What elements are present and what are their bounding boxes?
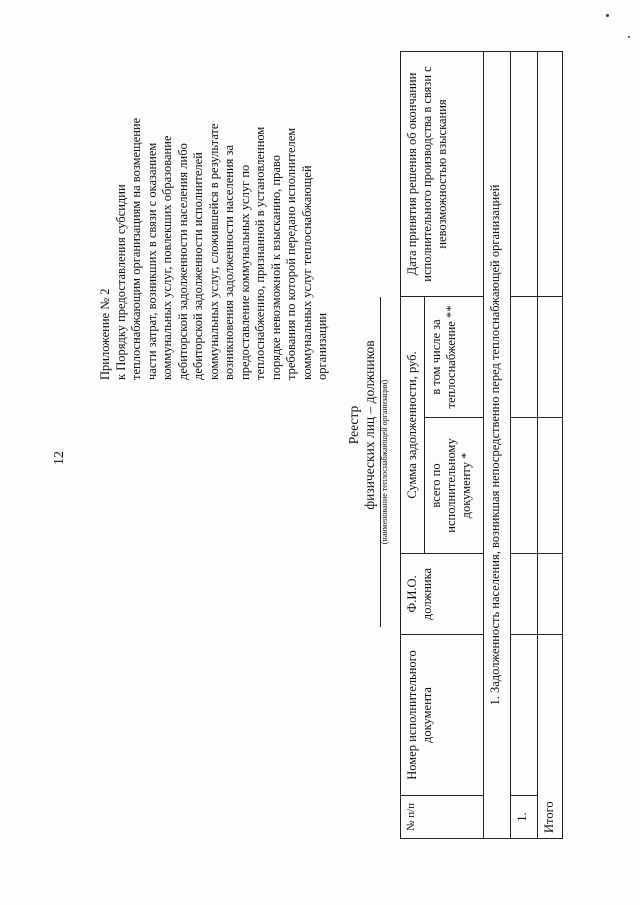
header-sum-heat: в том числе за теплоснабжение **: [425, 297, 484, 418]
total-sum-total-cell: [538, 418, 563, 554]
appendix-line: организации: [315, 312, 329, 380]
total-date-cell: [538, 52, 563, 297]
header-fio: Ф.И.О. должника: [401, 554, 484, 635]
total-sum-heat-cell: [538, 297, 563, 418]
page-number: 12: [52, 451, 67, 465]
org-name-caption: (наименование теплоснабжающей организации): [380, 379, 389, 545]
appendix-line: дебиторской задолженности исполнителей: [191, 152, 205, 380]
appendix-line: теплоснабжению, признанной в установленном: [253, 126, 267, 380]
register-heading: [346, 305, 378, 545]
scan-speck: [628, 36, 630, 38]
row-number: 1.: [511, 796, 538, 839]
header-sum: Сумма задолженности, руб.: [401, 297, 425, 554]
table-total-row: [538, 52, 563, 839]
header-sum-total: всего по исполнительному документу *: [425, 418, 484, 554]
appendix-line: возникновения задолженности населения за: [222, 145, 236, 380]
appendix-line: предоставление коммунальных услуг по: [237, 164, 252, 380]
register-title: Реестр: [346, 405, 361, 445]
header-num: № п/п: [401, 796, 484, 839]
header-doc-number: Номер исполнительного документа: [401, 635, 484, 796]
row-date-cell: [511, 52, 538, 297]
appendix-line: части затрат, возникших в связи с оказанием: [144, 142, 159, 380]
register-subtitle: физических лиц – должников: [362, 340, 377, 510]
section-title: 1. Задолженность населения, возникшая непосредственно перед теплоснабжающей организацией: [484, 52, 511, 839]
total-label: Итого: [538, 635, 563, 839]
table-header-row: [401, 52, 425, 839]
appendix-line: порядке невозможной к взысканию, право: [268, 155, 283, 380]
total-fio-cell: [538, 554, 563, 635]
appendix-line: требования по которой передано исполнителем: [284, 127, 298, 380]
header-date: Дата принятия решения об окончании исполнительного производства в связи с невозможностью взыскания: [401, 52, 484, 297]
table-row: [511, 52, 538, 839]
appendix-line: коммунальных услуг, сложившейся в результате: [206, 123, 221, 380]
appendix-line: дебиторской задолженности населения либо: [175, 143, 190, 380]
table-section-row: [484, 52, 511, 839]
row-sum-total-cell: [511, 418, 538, 554]
appendix-line: коммунальных услуг, повлекших образование: [160, 135, 174, 380]
appendix-line: теплоснабжающим организациям на возмещение: [129, 117, 143, 380]
row-fio-cell: [511, 554, 538, 635]
debtors-table: [400, 51, 563, 839]
appendix-line: к Порядку предоставления субсидии: [113, 184, 128, 380]
row-doc-cell: [511, 635, 538, 796]
appendix-line: коммунальных услуг теплоснабжающей: [299, 165, 314, 380]
appendix-title: Приложение № 2: [98, 288, 112, 380]
row-sum-heat-cell: [511, 297, 538, 418]
scan-speck: [606, 14, 609, 17]
appendix-block: [98, 20, 331, 380]
